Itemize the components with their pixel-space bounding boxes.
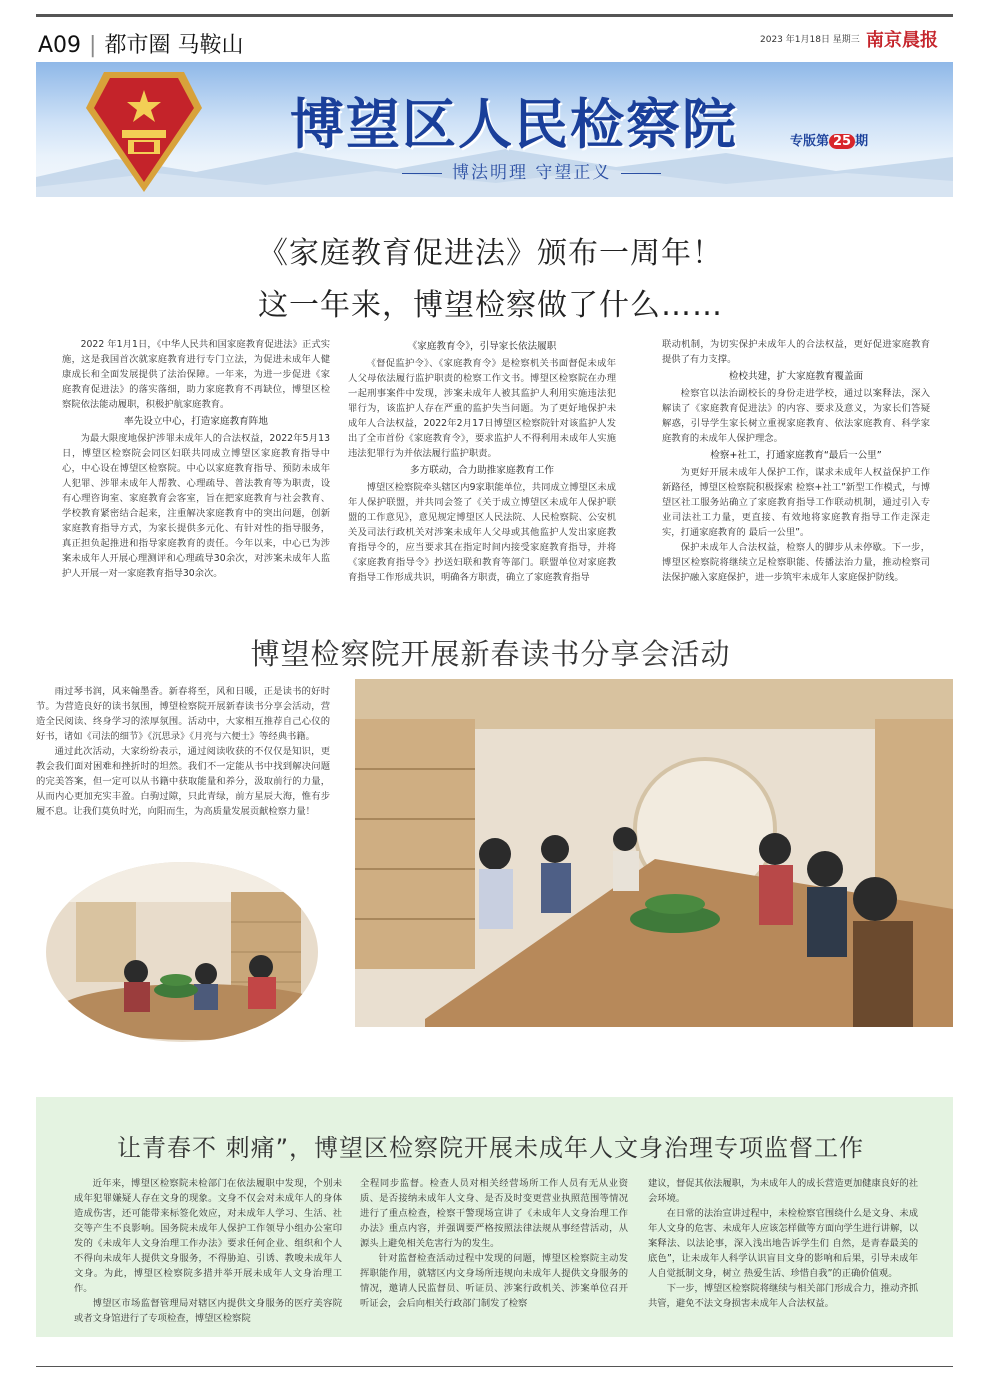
special-issue [790,130,868,149]
article1-subheading-3: 多方联动，合力助推家庭教育工作 [410,465,554,476]
page-number [38,28,243,59]
paragraph: 近年来，博望区检察院未检部门在依法履职中发现，个别未成年犯罪嫌疑人存在文身的现象。文身不仅会对未成年人的身体造成伤害，还可能带来标签化效应，对未成年人学习、生活、社交等产生不良影响。国务院未成年人保护工作领导小组办公室印发的《未成年人文身治理工作办法》要求任何企业、组织和个人不得向未成年人提供文身服务，不得胁迫、引诱、教唆未成年人文身。为此，博望区检察院多措并举开展未成年人文身治理工作。 [74,1178,342,1294]
article3-title: 让青春不 刺痛”，博望区检察院开展未成年人文身治理专项监督工作 [116,1134,865,1162]
article3-column-3 [648,1176,918,1311]
paragraph: 博望区市场监督管理局对辖区内提供文身服务的医疗美容院或者文身馆进行了专项检查，博望区检察院 [74,1298,342,1324]
article2-body [36,684,330,819]
paragraph: 为最大限度地保护涉罪未成年人的合法权益，2022年5月13日，博望区检察院会同区妇联共同成立博望区家庭教育指导中心，中心设在博望区检察院。中心以家庭教育指导、预防未成年人犯罪、涉罪未成年人帮教、心理疏导、普法教育等为职责，设有心理咨询室、家庭教育会客室，旨在把家庭教育与社会教育、学校教育紧密结合起来，注重解决家庭教育中的突出问题，创新家庭教育指导方式，为家长提供多元化、有针对性的指导服务，真正担负起推进和指导家庭教育的责任。今年以来，中心已为涉案未成年人开展心理测评和心理疏导30余次，对涉案未成年人监护人开展一对一家庭教育指导30余次。 [62,433,330,579]
banner-title: 博望区人民检察院 [290,93,738,156]
article1-subheading-1: 率先设立中心，打造家庭教育阵地 [124,416,268,427]
article1-column-1 [62,337,330,581]
paragraph: 检察官以法治副校长的身份走进学校，通过以案释法，深入解读了《家庭教育促进法》的内容、要求及意义，为家长们答疑解惑，引导学生家长树立重视家庭教育、依法家庭教育、科学家庭教育的未成年人保护理念。 [662,388,930,444]
paragraph: 博望区检察院牵头辖区内9家职能单位，共同成立博望区未成年人保护联盟，并共同会签了《关于成立博望区未成年人保护联盟的工作意见》，意见规定博望区人民法院、人民检察院、公安机关及司法行政机关对涉案未成年人父母或其他监护人发出家庭教育指导令的，应当要求其在指定时间内接受家庭教育指导，并将《家庭教育指导令》抄送妇联和教育等部门。联盟单位对家庭教育指导工作形成共识，明确各方职责，确立了家庭教育指导 [348,482,616,583]
paragraph: 通过此次活动，大家纷纷表示，通过阅读收获的不仅仅是知识，更教会我们面对困难和挫折时的坦然。我们不一定能从书中找到解决问题的完美答案，但一定可以从书籍中获取能量和养分，汲取前行的力量，从而内心更加充实丰盈。白驹过隙，只此青绿，前方星辰大海，惟有步履不息。让我们莫负时光，向阳而生，为高质量发展贡献检察力量！ [36,746,330,817]
article3-column-2 [360,1176,628,1311]
paragraph: 针对监督检查活动过程中发现的问题，博望区检察院主动发挥职能作用，就辖区内文身场所违规向未成年人提供文身服务的情况，邀请人民监督员、听证员、涉案行政机关、涉案单位召开听证会，会后向相关行政部门制发了检察 [360,1253,628,1309]
procuratorate-emblem-icon [64,68,224,194]
article1-title-line1: 《家庭教育促进法》颁布一周年！ [258,236,723,271]
paragraph: 在日常的法治宣讲过程中，未检检察官围绕什么是文身、未成年人文身的危害、未成年人应该怎样做等方面向学生进行讲解，以案释法、以法论事，深入浅出地告诉学生们 自然，是青春最美的底色”，让未成年人科学认识盲目文身的影响和后果，引导未成年人自觉抵制文身，树立 热爱生活、珍惜自我”的正确价值观。 [648,1208,918,1279]
paragraph: 全程同步监督。检查人员对相关经营场所工作人员有无从业资质、是否接纳未成年人文身、是否及时变更营业执照范围等情况进行了重点检查，检察干警现场宣讲了《未成年人文身治理工作办法》重点内容，并强调要严格按照法律法规从事经营活动，从源头上避免相关危害行为的发生。 [360,1178,628,1249]
reading-event-photo-large [355,679,953,1027]
paragraph: 建议，督促其依法履职，为未成年人的成长营造更加健康良好的社会环境。 [648,1178,918,1204]
section-name: 都市圈 马鞍山 [104,33,244,58]
banner-slogan: 博法明理 守望正义 [392,158,671,183]
paragraph: 下一步，博望区检察院将继续与相关部门形成合力，推动齐抓共管，避免不法文身损害未成年人合法权益。 [648,1283,918,1309]
page-number-text: A09 [38,33,82,58]
top-rule [36,14,953,17]
newspaper-logo: 南京晨报 [866,30,938,51]
photo-illustration [355,679,953,1027]
article1-subheading-4: 检校共建，扩大家庭教育覆盖面 [728,371,864,382]
article1-title-line2: 这一年来，博望检察做了什么…… [258,288,723,323]
article1-column-3 [662,337,930,585]
paragraph: 2022 年1月1日，《中华人民共和国家庭教育促进法》正式实施，这是我国首次就家庭教育进行专门立法，为促进未成年人健康成长和全面发展提供了法治保障。一年来，为进一步促进《家庭教育促进法》的落实落细，助力家庭教育不再缺位，博望区检察院依法能动履职，积极护航家庭教育。 [62,339,330,410]
paragraph: 为更好开展未成年人保护工作，谋求未成年人权益保护工作新路径，博望区检察院积极探索 检察+社工”新型工作模式，与博望区社工服务站确立了家庭教育指导工作联动机制，通过引入专业司法社工力量，更直接、有效地将家庭教育指导工作走深走实，打通家庭教育的 最后一公里”。 [662,467,930,538]
bottom-rule [36,1366,953,1367]
article3-column-1 [74,1176,342,1326]
article1-subheading-2: 《家庭教育令》，引导家长依法履职 [407,341,557,352]
article1-subheading-5: 检察+社工，打通家庭教育“最后一公里” [710,450,882,461]
masthead-banner [36,62,953,197]
special-label: 专版第 [790,134,830,149]
page-number-separator: | [89,33,97,58]
photo-illustration [46,862,318,1042]
article2-title: 博望检察院开展新春读书分享会活动 [250,637,731,671]
paragraph: 雨过琴书润，风来翰墨香。新春将至，风和日暖，正是读书的好时节。为营造良好的读书氛围，博望检察院开展新春读书分享会活动，营造全民阅读、终身学习的浓厚氛围。活动中，大家相互推荐自己心仪的好书，诸如《司法的细节》《沉思录》《月亮与六便士》等经典书籍。 [36,686,330,742]
reading-event-photo-small [46,862,318,1042]
special-number: 25 [829,134,855,149]
article1-column-2 [348,337,616,585]
paragraph: 联动机制，为切实保护未成年人的合法权益，更好促进家庭教育提供了有力支撑。 [662,339,930,365]
paragraph: 保护未成年人合法权益，检察人的脚步从未停歇。下一步，博望区检察院将继续立足检察职能、传播法治力量，推动检察司法保护融入家庭保护，进一步筑牢未成年人家庭保护防线。 [662,542,930,583]
special-suffix: 期 [855,134,869,149]
issue-date: 2023 年1月18日 星期三 [760,35,860,45]
paragraph: 《督促监护令》、《家庭教育令》是检察机关书面督促未成年人父母依法履行监护职责的检察工作文书。博望区检察院在办理一起刑事案件中发现，涉案未成年人被其监护人利用实施违法犯罪行为，该监护人存在严重的监护失当问题。为了更好地保护未成年人合法权益，2022年2月17日博望区检察院针对该监护人发出了全市首份《家庭教育令》，要求监护人不得利用未成年人实施违法犯罪行为并依法履行监护职责。 [348,358,616,459]
